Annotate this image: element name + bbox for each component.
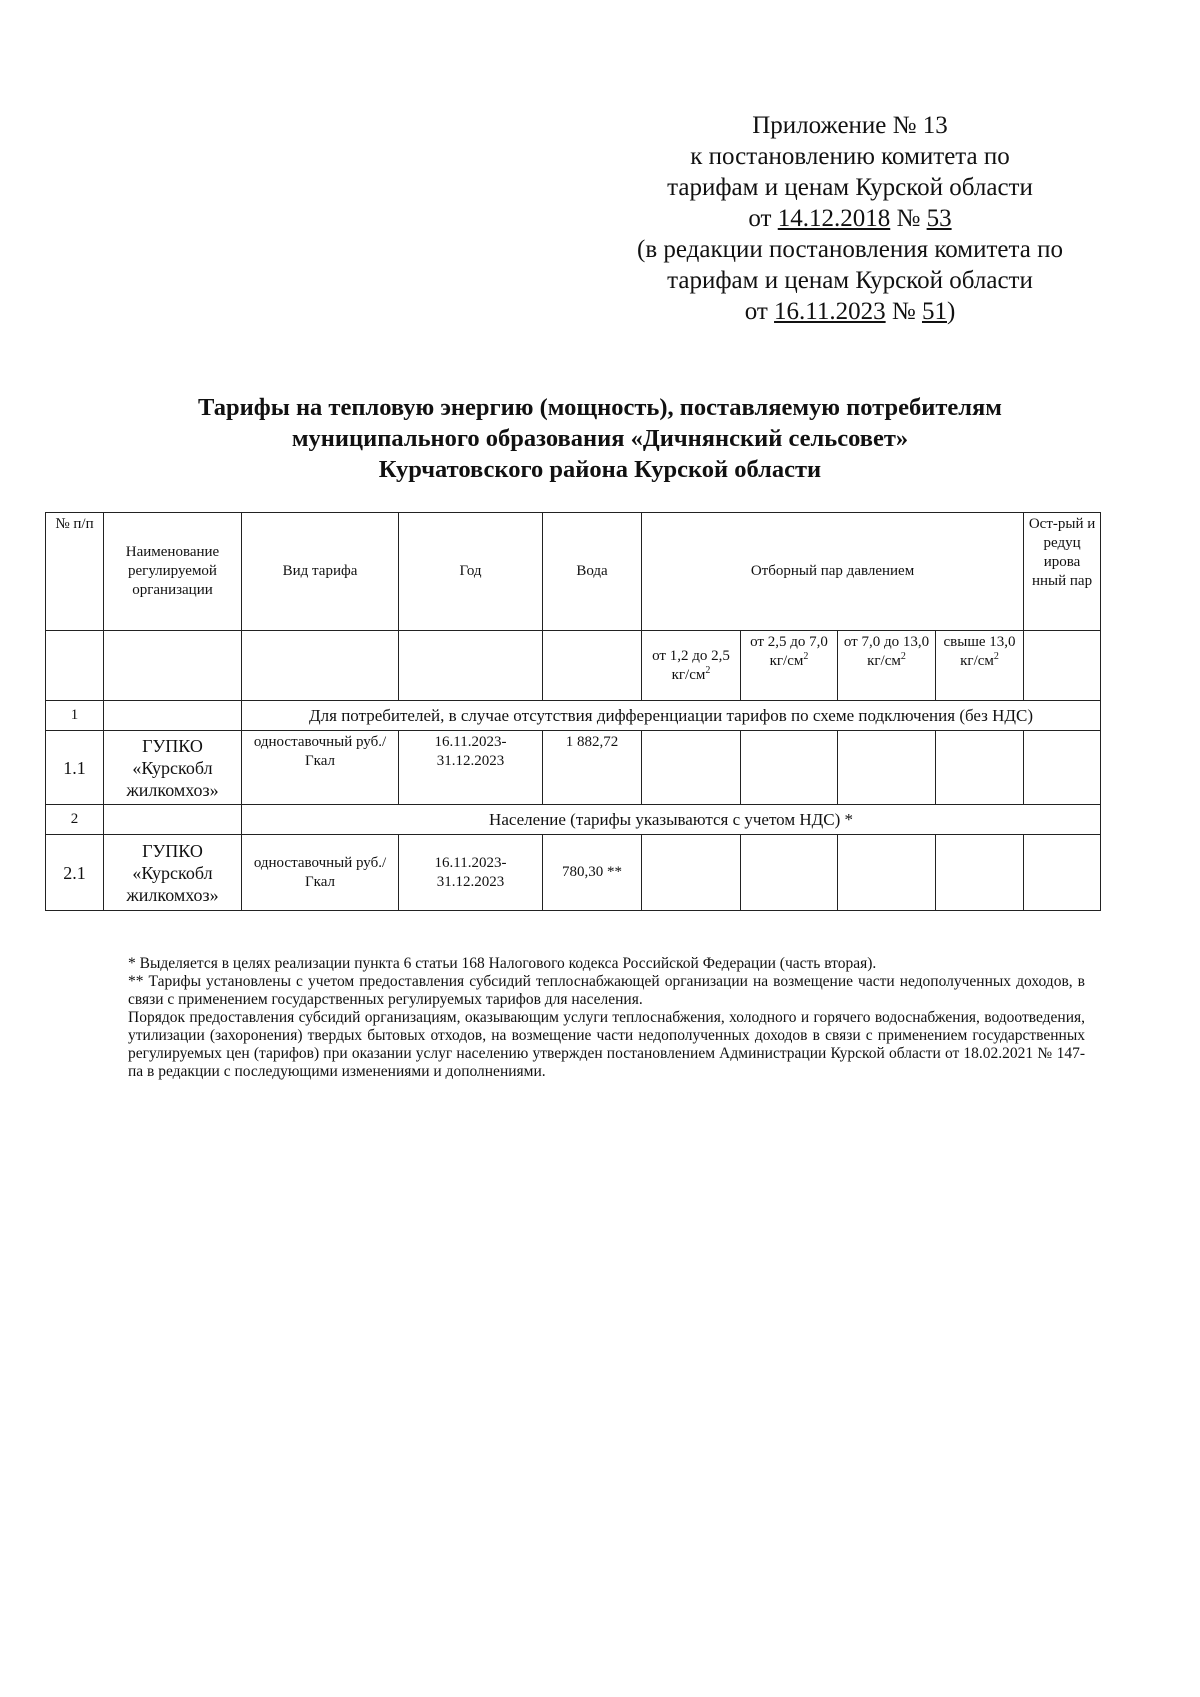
section-num: 2 [46, 805, 104, 835]
appendix-line6: тарифам и ценам Курской области [667, 267, 1033, 294]
subheader-p2: от 2,5 до 7,0 $кг/см^2$ [741, 631, 838, 701]
header-water: Вода [543, 513, 642, 631]
appendix-number: Приложение № 13 [752, 112, 948, 139]
row-type: одноставочный руб./Гкал [242, 835, 399, 911]
row-water: 1 882,72 [543, 731, 642, 805]
appendix-line5: (в редакции постановления комитета по [637, 236, 1063, 263]
table-row [46, 835, 1101, 911]
section-title: Для потребителей, в случае отсутствия дифференциации тарифов по схеме подключения (без НДС) [242, 701, 1101, 731]
document-title: Тарифы на тепловую энергию (мощность), поставляемую потребителям муниципального образования «Дичнянский сельсовет» Курчатовского района Курской области [198, 394, 1002, 483]
footnote-3: Порядок предоставления субсидий организациям, оказывающим услуги теплоснабжения, холодного и горячего водоснабжения, водоотведения, утилизации (захоронения) твердых бытовых отходов, на возмещение части недополученных доходов в связи с применением государственных регулируемых цен (тарифов) при оказании услуг населению утвержден постановлением Администрации Курской области от 18.02.2021 № 147-па в редакции с последующими изменениями и дополнениями. [128, 1009, 1085, 1080]
decree-number: 53 [926, 205, 952, 232]
section-title: Население (тарифы указываются с учетом НДС) * [242, 805, 1101, 835]
row-org: ГУПКО «Курскобл жилкомхоз» [104, 835, 242, 911]
appendix-line7: от 16.11.2023 № 51) [744, 298, 956, 325]
row-year: 16.11.2023-31.12.2023 [399, 835, 543, 911]
subheader-p4: свыше 13,0 $кг/см^2$ [936, 631, 1024, 701]
row-type: одноставочный руб./Гкал [242, 731, 399, 805]
subheader-p1: от 1,2 до 2,5 $кг/см^2$ [642, 631, 741, 701]
row-water: 780,30 ** [543, 835, 642, 911]
header-type: Вид тарифа [242, 513, 399, 631]
appendix-line2: к постановлению комитета по [690, 143, 1010, 170]
section-row-2 [46, 805, 1101, 835]
header-steam: Отборный пар давлением [642, 513, 1024, 631]
section-num: 1 [46, 701, 104, 731]
row-num: 1.1 [46, 731, 104, 805]
header-org: Наименование регулируемой организации [104, 513, 242, 631]
header-sharp-steam: Ост-рый и редуц ирова нный пар [1024, 513, 1101, 631]
table-subheader-row [46, 631, 1101, 701]
subheader-p3: от 7,0 до 13,0 $кг/см^2$ [838, 631, 936, 701]
footnotes [128, 955, 1085, 1081]
appendix-line3: тарифам и ценам Курской области [667, 174, 1033, 201]
table-row [46, 731, 1101, 805]
decree-date: 14.12.2018 [777, 205, 891, 232]
tariff-table [45, 512, 1101, 911]
row-org: ГУПКО «Курскобл жилкомхоз» [104, 731, 242, 805]
footnote-2: ** Тарифы установлены с учетом предоставления субсидий теплоснабжающей организации на возмещение части недополученных доходов, в связи с применением государственных регулируемых тарифов для населения. [128, 973, 1085, 1008]
section-row-1 [46, 701, 1101, 731]
header-year: Год [399, 513, 543, 631]
header-num: № п/п [46, 513, 104, 631]
appendix-line4: от 14.12.2018 № 53 [748, 205, 952, 232]
revision-date: 16.11.2023 [774, 298, 886, 325]
table-header-row [46, 513, 1101, 631]
appendix-header [600, 110, 1100, 327]
revision-number: 51 [921, 298, 947, 325]
row-num: 2.1 [46, 835, 104, 911]
footnote-1: * Выделяется в целях реализации пункта 6 статьи 168 Налогового кодекса Российской Федерации (часть вторая). [128, 955, 877, 972]
row-year: 16.11.2023-31.12.2023 [399, 731, 543, 805]
